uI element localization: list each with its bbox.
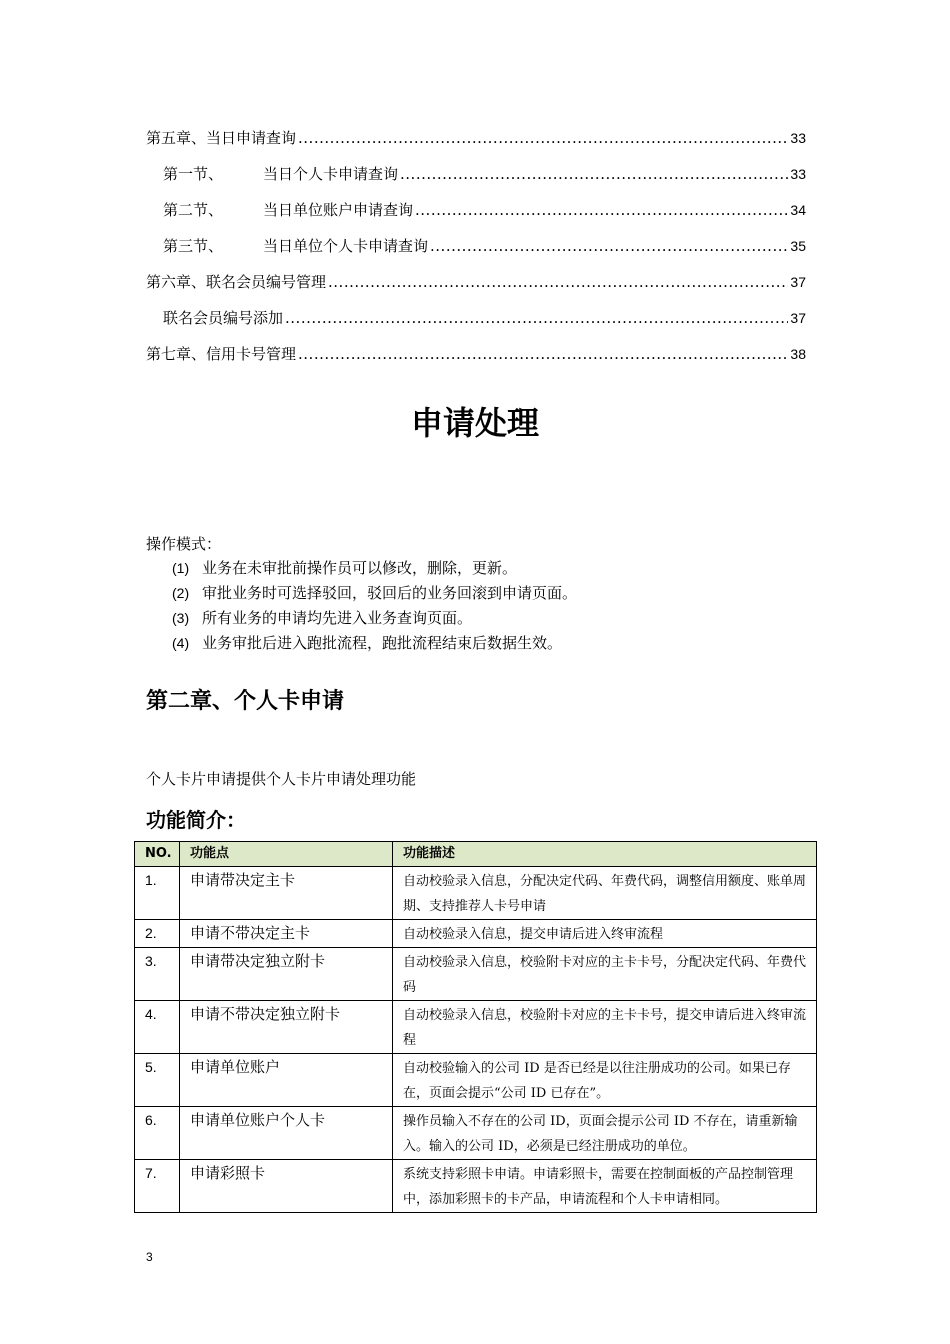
cell-no: 4. — [135, 1001, 180, 1054]
list-item-number: (1) — [172, 560, 190, 576]
cell-desc: 自动校验录入信息，分配决定代码、年费代码，调整信用额度、账单周期、支持推荐人卡号申请 — [393, 867, 817, 920]
table-header-row — [135, 842, 817, 867]
column-header-point: 功能点 — [180, 842, 393, 867]
operation-mode-label: 操作模式： — [146, 535, 222, 553]
toc-leader-dots — [415, 198, 788, 222]
cell-no: 3. — [135, 948, 180, 1001]
list-item-number: (3) — [172, 610, 190, 626]
cell-no: 1. — [135, 867, 180, 920]
toc-entry-number: 第一节、 — [163, 165, 224, 183]
toc-leader-dots — [298, 342, 788, 366]
toc-entry-page: 37 — [790, 274, 806, 290]
cell-no: 6. — [135, 1107, 180, 1160]
column-header-no: NO. — [135, 842, 180, 867]
toc-entry-text: 当日个人卡申请查询 — [263, 165, 399, 183]
table-row — [135, 920, 817, 948]
cell-desc: 自动校验录入信息，提交申请后进入终审流程 — [393, 920, 817, 948]
toc-entry[interactable] — [146, 234, 806, 270]
toc-entry-text: 第五章、当日申请查询 — [146, 129, 297, 147]
toc-leader-dots — [400, 162, 788, 186]
toc-leader-dots — [298, 126, 788, 150]
toc-entry-page: 35 — [790, 238, 806, 254]
chapter-intro: 个人卡片申请提供个人卡片申请处理功能 — [146, 770, 417, 788]
cell-no: 2. — [135, 920, 180, 948]
list-item-text: 业务审批后进入跑批流程，跑批流程结束后数据生效。 — [202, 634, 563, 652]
toc-entry-page: 37 — [790, 310, 806, 326]
list-item — [172, 606, 577, 631]
page-number: 3 — [146, 1250, 153, 1264]
table-row — [135, 948, 817, 1001]
cell-desc: 自动校验录入信息，校验附卡对应的主卡卡号，提交申请后进入终审流程 — [393, 1001, 817, 1054]
list-item-text: 所有业务的申请均先进入业务查询页面。 — [202, 609, 473, 627]
toc-leader-dots — [430, 234, 788, 258]
toc-entry-text: 当日单位个人卡申请查询 — [263, 237, 429, 255]
toc-entry-text: 第六章、联名会员编号管理 — [146, 273, 327, 291]
toc-entry-page: 33 — [790, 130, 806, 146]
toc-entry[interactable] — [146, 270, 806, 306]
toc-entry[interactable] — [146, 306, 806, 342]
table-of-contents — [146, 126, 806, 378]
toc-entry-text: 当日单位账户申请查询 — [263, 201, 414, 219]
chapter-heading: 第二章、个人卡申请 — [146, 689, 345, 714]
toc-entry[interactable] — [146, 162, 806, 198]
toc-entry-page: 33 — [790, 166, 806, 182]
toc-entry-page: 34 — [790, 202, 806, 218]
toc-entry[interactable] — [146, 198, 806, 234]
cell-point: 申请彩照卡 — [180, 1160, 393, 1213]
list-item — [172, 631, 577, 656]
list-item-text: 审批业务时可选择驳回，驳回后的业务回滚到申请页面。 — [202, 584, 578, 602]
cell-desc: 自动校验输入的公司 ID 是否已经是以往注册成功的公司。如果已存在，页面会提示“公司 ID 已存在”。 — [393, 1054, 817, 1107]
cell-point: 申请不带决定主卡 — [180, 920, 393, 948]
list-item-number: (2) — [172, 585, 190, 601]
page-title: 申请处理 — [410, 404, 539, 442]
table-row — [135, 867, 817, 920]
table-row — [135, 1160, 817, 1213]
list-item — [172, 556, 577, 581]
cell-point: 申请不带决定独立附卡 — [180, 1001, 393, 1054]
cell-point: 申请单位账户个人卡 — [180, 1107, 393, 1160]
cell-point: 申请单位账户 — [180, 1054, 393, 1107]
cell-desc: 自动校验录入信息，校验附卡对应的主卡卡号，分配决定代码、年费代码 — [393, 948, 817, 1001]
function-heading: 功能简介： — [146, 808, 246, 832]
cell-no: 7. — [135, 1160, 180, 1213]
toc-entry[interactable] — [146, 342, 806, 378]
toc-entry-page: 38 — [790, 346, 806, 362]
toc-entry-text: 联名会员编号添加 — [163, 309, 284, 327]
cell-point: 申请带决定独立附卡 — [180, 948, 393, 1001]
table-row — [135, 1107, 817, 1160]
list-item-number: (4) — [172, 635, 190, 651]
toc-entry-text: 第七章、信用卡号管理 — [146, 345, 297, 363]
function-table — [134, 841, 817, 1213]
cell-desc: 操作员输入不存在的公司 ID，页面会提示公司 ID 不存在，请重新输入。输入的公司 ID，必须是已经注册成功的单位。 — [393, 1107, 817, 1160]
list-item-text: 业务在未审批前操作员可以修改，删除，更新。 — [202, 559, 518, 577]
toc-leader-dots — [285, 306, 788, 330]
table-row — [135, 1054, 817, 1107]
list-item — [172, 581, 577, 606]
toc-entry[interactable] — [146, 126, 806, 162]
cell-desc: 系统支持彩照卡申请。申请彩照卡，需要在控制面板的产品控制管理中，添加彩照卡的卡产品，申请流程和个人卡申请相同。 — [393, 1160, 817, 1213]
cell-no: 5. — [135, 1054, 180, 1107]
operation-mode-list — [172, 556, 577, 656]
cell-point: 申请带决定主卡 — [180, 867, 393, 920]
column-header-desc: 功能描述 — [393, 842, 817, 867]
toc-leader-dots — [328, 270, 788, 294]
toc-entry-number: 第二节、 — [163, 201, 224, 219]
table-row — [135, 1001, 817, 1054]
toc-entry-number: 第三节、 — [163, 237, 224, 255]
